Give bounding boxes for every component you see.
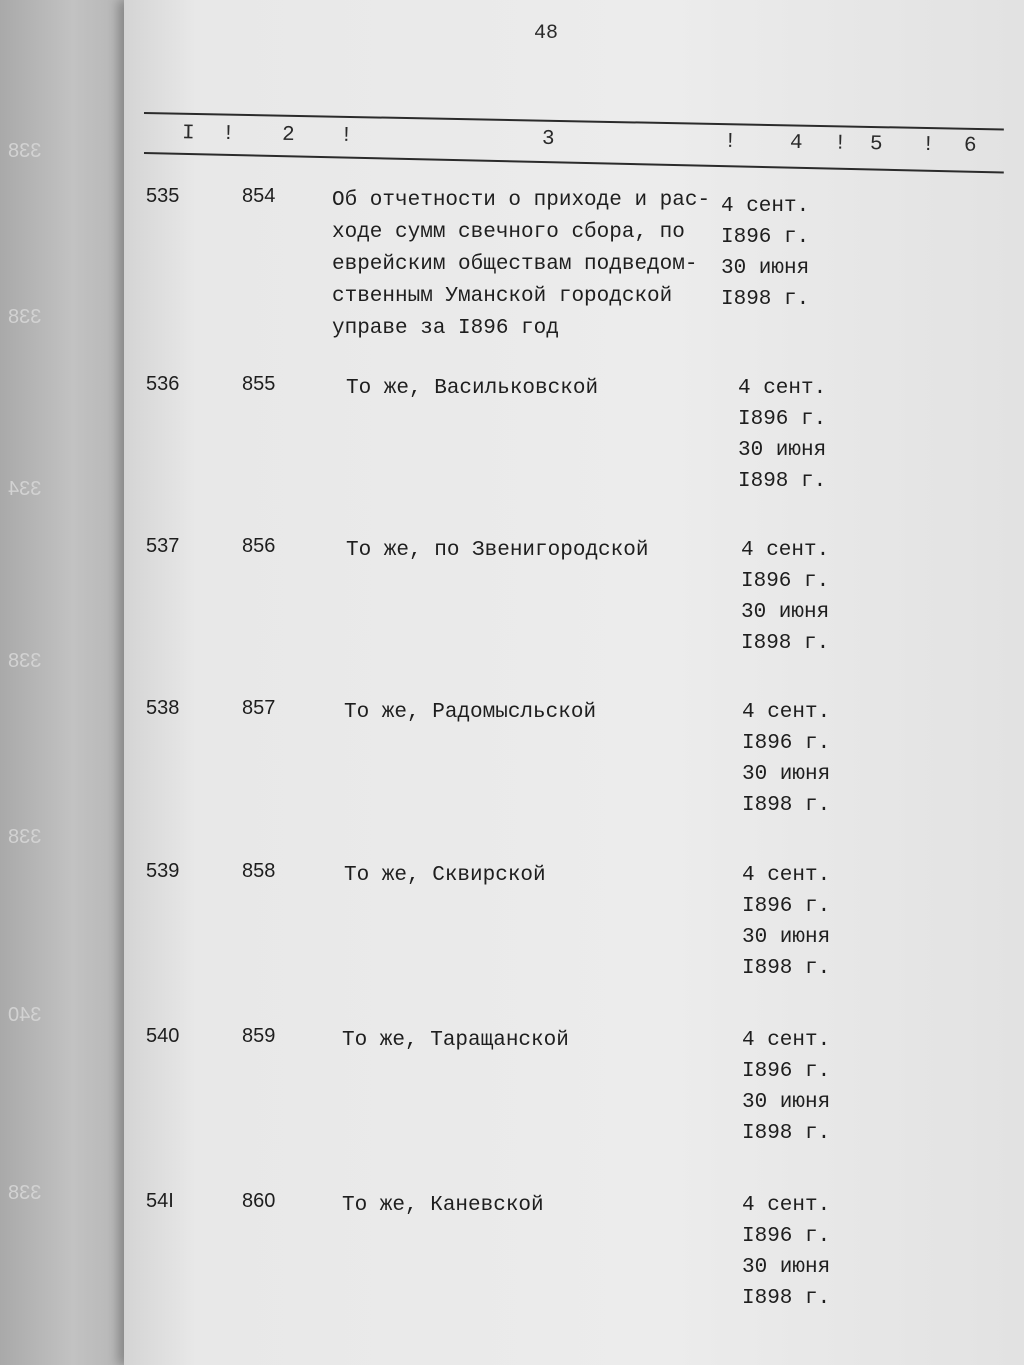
header-separator: ! [221, 122, 235, 147]
ghost-number: 340 [8, 1004, 42, 1026]
record-number: 538 [146, 697, 180, 719]
date-start-day: 4 сент. [742, 701, 831, 724]
date-start-day: 4 сент. [721, 195, 810, 218]
file-number: 856 [242, 535, 276, 557]
date-start-year: I896 г. [738, 408, 827, 431]
previous-page-edge [0, 0, 132, 1365]
header-col-5: 5 [869, 133, 883, 157]
record-title: То же, по Звенигородской [346, 539, 649, 562]
record-number: 536 [146, 373, 180, 395]
record-dates [721, 191, 851, 315]
file-number: 854 [242, 185, 276, 207]
record-number: 535 [146, 185, 180, 207]
date-start-year: I896 г. [742, 1060, 831, 1083]
date-start-year: I896 г. [742, 1225, 831, 1248]
record-dates [741, 535, 871, 659]
header-separator: ! [339, 124, 353, 148]
date-end-day: 30 июня [741, 601, 830, 624]
ghost-number: 334 [8, 478, 42, 500]
date-start-year: I896 г. [721, 226, 810, 249]
record-dates [738, 373, 868, 497]
file-number: 859 [242, 1025, 276, 1047]
record-dates [742, 1190, 872, 1314]
file-number: 855 [242, 373, 276, 395]
record-number: 54I [146, 1190, 174, 1212]
document-page [124, 0, 1024, 1365]
record-title: То же, Таращанской [342, 1029, 569, 1052]
ghost-number: 338 [8, 306, 42, 328]
page-number: 48 [534, 22, 559, 45]
date-end-year: I898 г. [721, 288, 810, 311]
record-number: 540 [146, 1025, 180, 1047]
record-title: То же, Сквирской [344, 864, 546, 887]
date-end-day: 30 июня [738, 439, 827, 462]
ghost-number: 338 [8, 1182, 42, 1204]
date-end-day: 30 июня [742, 926, 831, 949]
record-number: 537 [146, 535, 180, 557]
header-col-6: 6 [963, 134, 977, 158]
record-dates [742, 697, 872, 821]
record-number: 539 [146, 860, 180, 882]
file-number: 860 [242, 1190, 276, 1212]
date-end-year: I898 г. [742, 1287, 831, 1310]
record-dates [742, 860, 872, 984]
header-separator: ! [833, 132, 847, 156]
date-end-year: I898 г. [742, 957, 831, 980]
ghost-number: 338 [8, 826, 42, 848]
date-start-day: 4 сент. [742, 1194, 831, 1217]
date-start-day: 4 сент. [738, 377, 827, 400]
record-title: То же, Каневской [342, 1194, 544, 1217]
header-separator: ! [723, 130, 737, 154]
date-end-day: 30 июня [742, 763, 831, 786]
date-start-year: I896 г. [742, 732, 831, 755]
header-separator: ! [921, 133, 935, 158]
date-start-day: 4 сент. [742, 864, 831, 887]
date-start-year: I896 г. [742, 895, 831, 918]
date-end-day: 30 июня [721, 257, 810, 280]
file-number: 857 [242, 697, 276, 719]
record-title: Об отчетности о приходе и рас- ходе сумм свечного сбора, по еврейским обществам подведом- ственным Уманской городской управе за I896 год [332, 189, 711, 340]
ghost-number: 338 [8, 650, 42, 672]
header-col-1: I [181, 122, 195, 146]
header-col-2: 2 [281, 123, 295, 148]
date-start-year: I896 г. [741, 570, 830, 593]
date-end-year: I898 г. [741, 632, 830, 655]
date-end-year: I898 г. [742, 794, 831, 817]
record-title: То же, Васильковской [346, 377, 599, 400]
date-end-day: 30 июня [742, 1256, 831, 1279]
date-end-day: 30 июня [742, 1091, 831, 1114]
header-col-3: 3 [541, 127, 555, 152]
header-col-4: 4 [789, 131, 803, 156]
date-start-day: 4 сент. [741, 539, 830, 562]
file-number: 858 [242, 860, 276, 882]
date-end-year: I898 г. [738, 470, 827, 493]
record-dates [742, 1025, 872, 1149]
record-title: То же, Радомысльской [344, 701, 597, 724]
date-start-day: 4 сент. [742, 1029, 831, 1052]
ghost-number: 338 [8, 140, 42, 162]
date-end-year: I898 г. [742, 1122, 831, 1145]
